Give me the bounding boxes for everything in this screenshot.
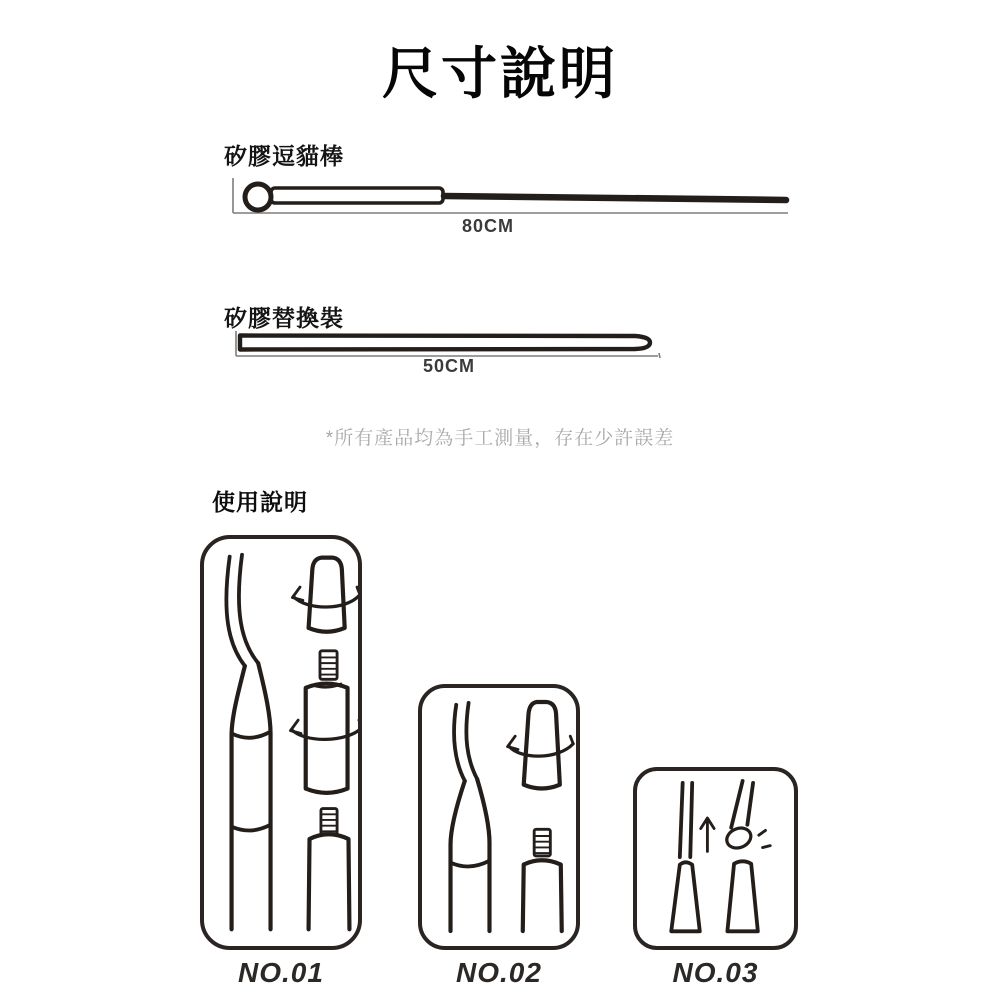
replacement-rod <box>240 336 650 350</box>
measurement-note: *所有產品均為手工測量，存在少許誤差 <box>325 428 675 449</box>
detached-cap <box>727 861 757 931</box>
dimension-label-80cm: 80CM <box>461 216 514 236</box>
instruction-step-1 <box>200 535 362 989</box>
threaded-rod-end <box>523 829 562 931</box>
wand-with-strings <box>451 703 490 931</box>
tube-opening-removed <box>724 781 770 852</box>
step3-illustration <box>637 771 794 946</box>
step2-illustration <box>422 688 576 946</box>
instruction-step-3 <box>633 767 798 989</box>
wand-with-strings <box>226 555 270 930</box>
wand-drawing <box>245 184 786 210</box>
page-title: 尺寸說明 <box>382 42 618 105</box>
wand-handle <box>271 188 443 203</box>
usage-heading: 使用說明 <box>212 489 308 515</box>
product-name-teaser-wand: 矽膠逗貓棒 <box>224 143 344 169</box>
step2-panel <box>418 684 580 950</box>
dimension-label-50cm: 50CM <box>422 356 475 376</box>
threaded-connector-rotate <box>291 651 358 793</box>
instruction-step-2 <box>418 684 580 989</box>
cap-with-rotate-arrow <box>508 702 574 789</box>
step3-panel <box>633 767 798 950</box>
rod-pulled-from-cap <box>671 783 700 931</box>
cap-with-rotate-arrow <box>292 558 358 632</box>
step2-label: NO.02 <box>456 957 542 988</box>
step1-illustration <box>204 539 358 946</box>
threaded-rod-end <box>309 809 350 930</box>
step1-panel <box>200 535 362 950</box>
wand-rod <box>444 196 786 200</box>
motion-marks <box>759 830 770 847</box>
step1-label: NO.01 <box>238 957 324 988</box>
up-arrow-icon <box>701 818 714 851</box>
step3-label: NO.03 <box>672 957 759 988</box>
wand-ring <box>245 184 271 210</box>
product-name-replacement: 矽膠替換裝 <box>224 305 344 331</box>
